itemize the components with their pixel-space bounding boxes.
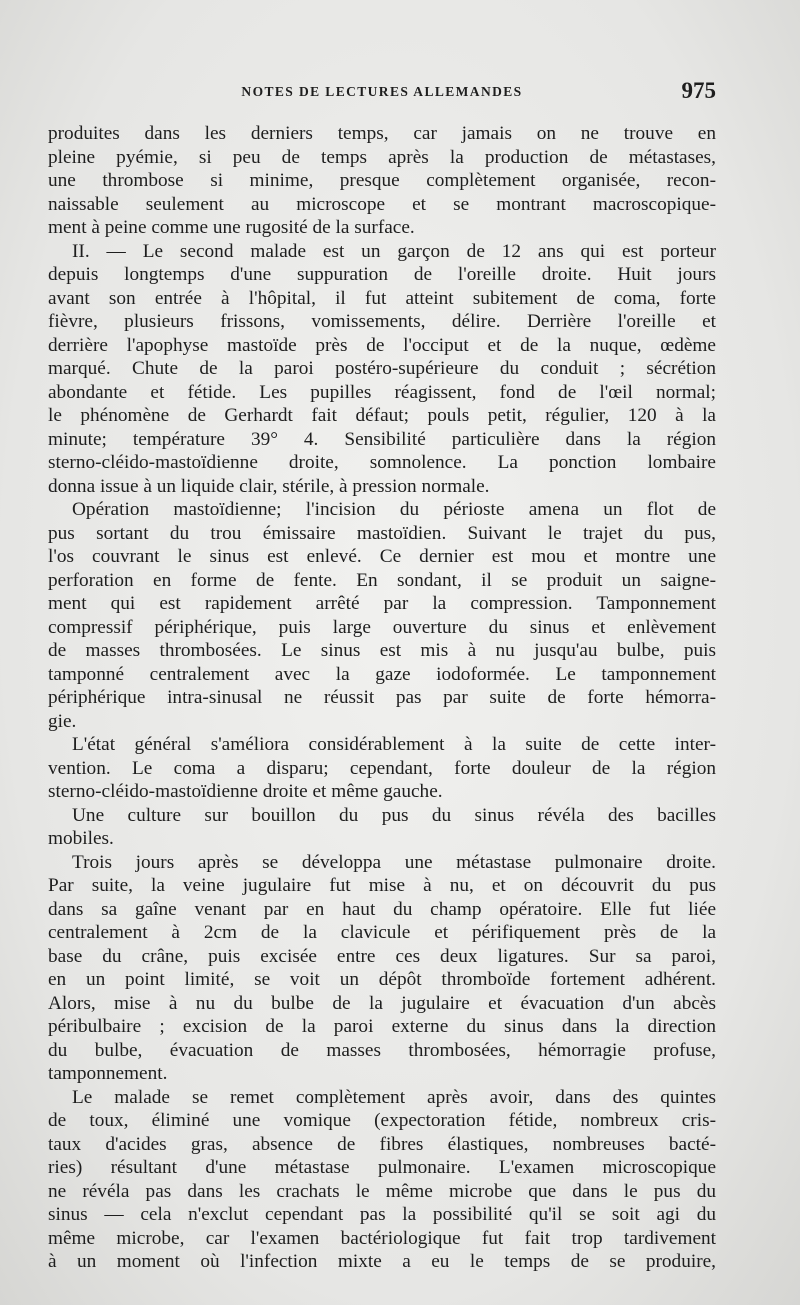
text-line: minute; température 39° 4. Sensibilité particulière dans la région [48,428,716,450]
page-number: 975 [681,78,716,103]
text-line: tamponné centralement avec la gaze iodoformée. Le tamponnement [48,663,716,685]
text-line: mobiles. [48,828,114,849]
text-line: gie. [48,710,77,732]
text-line: à un moment où l'infection mixte a eu le temps de se produire, [48,1251,716,1272]
text-line: L'état général s'améliora considérablement à la suite de cette inter- [72,734,716,755]
text-line: produites dans les derniers temps, car jamais on ne trouve en [48,123,716,144]
text-line: du bulbe, évacuation de masses thrombosées, hémorragie profuse, [48,1039,716,1061]
text-line: en un point limité, se voit un dépôt thromboïde fortement adhérent. [48,969,716,990]
text-line: Alors, mise à nu du bulbe de la jugulaire et évacuation d'un abcès [48,992,716,1014]
text-line: dans sa gaîne venant par en haut du champ opératoire. Elle fut liée [48,898,716,920]
text-line: une thrombose si minime, presque complètement organisée, recon- [48,170,716,191]
text-line: fièvre, plusieurs frissons, vomissements, délire. Derrière l'oreille et [48,311,716,332]
text-line: l'os couvrant le sinus est enlevé. Ce dernier est mou et montre une [48,546,716,567]
text-line: marqué. Chute de la paroi postéro-supérieure du conduit ; sécrétion [48,358,716,379]
text-line: II. — Le second malade est un garçon de 12 ans qui est porteur [72,240,716,262]
text-line: naissable seulement au microscope et se montrant macroscopique- [48,193,716,215]
text-line: sinus — cela n'exclut cependant pas la possibilité qu'il se soit agi du [48,1204,716,1225]
text-line: péribulbaire ; excision de la paroi externe du sinus dans la direction [48,1016,716,1037]
text-line: de toux, éliminé une vomique (expectoration fétide, nombreux cris- [48,1110,716,1131]
text-line: taux d'acides gras, absence de fibres élastiques, nombreuses bacté- [48,1133,716,1155]
text-line: ries) résultant d'une métastase pulmonaire. L'examen microscopique [48,1157,716,1178]
text-line: pleine pyémie, si peu de temps après la production de métastases, [48,146,716,168]
text-line: tamponnement. [48,1063,168,1084]
text-line: le phénomène de Gerhardt fait défaut; pouls petit, régulier, 120 à la [48,405,716,426]
text-line: derrière l'apophyse mastoïde près de l'occiput et de la nuque, œdème [48,334,716,356]
text-line: vention. Le coma a disparu; cependant, forte douleur de la région [48,757,716,779]
running-head: NOTES DE LECTURES ALLEMANDES [241,84,523,99]
text-line: pus sortant du trou émissaire mastoïdien. Suivant le trajet du pus, [48,522,716,544]
text-line: Une culture sur bouillon du pus du sinus révéla des bacilles [72,804,716,826]
text-line: perforation en forme de fente. En sondant, il se produit un saigne- [48,569,716,591]
text-line: depuis longtemps d'une suppuration de l'oreille droite. Huit jours [48,264,716,285]
text-line: donna issue à un liquide clair, stérile, à pression normale. [48,475,490,497]
text-line: centralement à 2cm de la clavicule et périfiquement près de la [48,922,716,943]
text-line: abondante et fétide. Les pupilles réagissent, fond de l'œil normal; [48,381,716,403]
text-line: Trois jours après se développa une métastase pulmonaire droite. [72,851,716,873]
text-line: de masses thrombosées. Le sinus est mis à nu jusqu'au bulbe, puis [48,640,716,661]
text-line: ment qui est rapidement arrêté par la compression. Tamponnement [48,593,716,614]
body-text [48,122,716,1274]
text-line: périphérique intra-sinusal ne réussit pas par suite de forte hémorra- [48,687,716,708]
text-line: Le malade se remet complètement après avoir, dans des quintes [72,1086,716,1108]
text-line: sterno-cléido-mastoïdienne droite et même gauche. [48,781,443,802]
text-line: base du crâne, puis excisée entre ces deux ligatures. Sur sa paroi, [48,945,716,967]
text-line: sterno-cléido-mastoïdienne droite, somnolence. La ponction lombaire [48,452,716,473]
text-line: ment à peine comme une rugosité de la surface. [48,217,415,238]
text-line: avant son entrée à l'hôpital, il fut atteint subitement de coma, forte [48,287,716,309]
text-line: compressif périphérique, puis large ouverture du sinus et enlèvement [48,616,716,638]
page-header [48,78,716,112]
text-line: ne révéla pas dans les crachats le même microbe que dans le pus du [48,1180,716,1202]
text-line: Par suite, la veine jugulaire fut mise à nu, et on découvrit du pus [48,875,716,896]
text-line: Opération mastoïdienne; l'incision du périoste amena un flot de [72,499,716,520]
text-line: même microbe, car l'examen bactériologique fut fait trop tardivement [48,1227,716,1249]
